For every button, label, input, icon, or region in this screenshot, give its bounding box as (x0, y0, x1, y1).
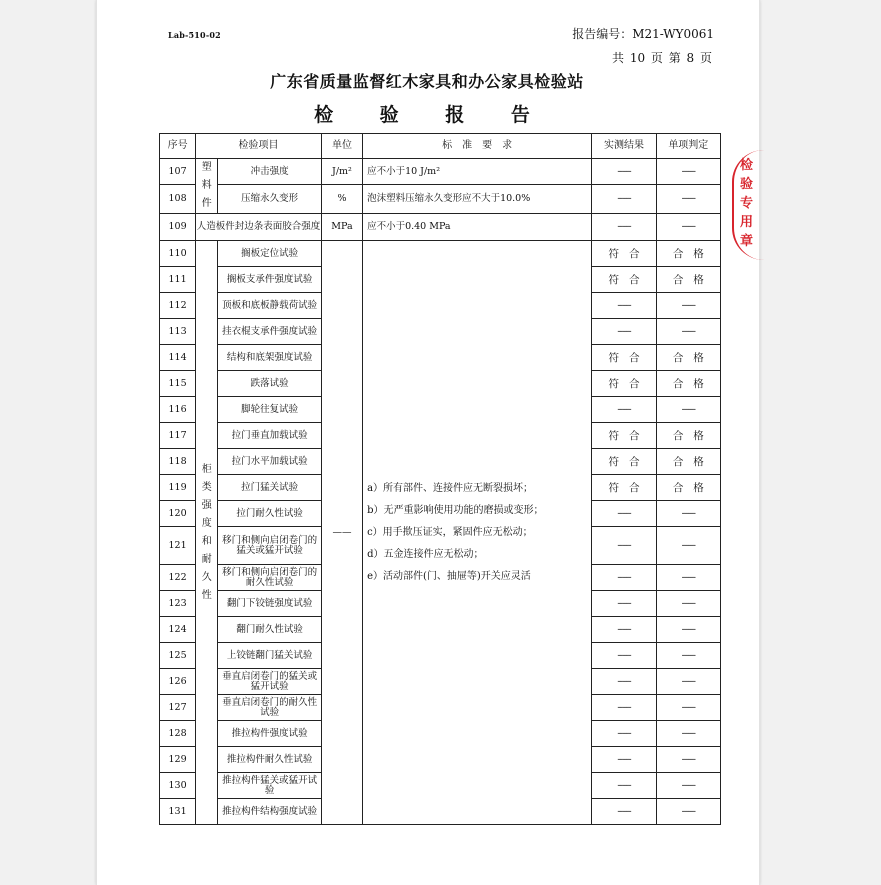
item-judgement: ------ (656, 721, 720, 747)
test-item: 上铰链翻门猛关试验 (218, 643, 322, 669)
measured-result: ------ (592, 721, 656, 747)
standard-requirement: 应不小于10 J/m² (363, 159, 592, 185)
row-number: 109 (160, 214, 196, 241)
row-number: 127 (160, 695, 196, 721)
test-item: 跌落试验 (218, 371, 322, 397)
header-no: 序号 (160, 134, 196, 159)
page-content (96, 0, 758, 885)
measured-result: ------ (592, 185, 656, 214)
item-judgement: ------ (656, 527, 720, 565)
report-number: 报告编号：M21-WY0061 (572, 27, 714, 41)
test-item: 推拉构件强度试验 (218, 721, 322, 747)
test-item: 挂衣棍支承件强度试验 (218, 319, 322, 345)
measured-result: ------ (592, 397, 656, 423)
row-number: 111 (160, 267, 196, 293)
row-number: 107 (160, 159, 196, 185)
header-result: 实测结果 (592, 134, 656, 159)
lab-code: Lab-510-02 (168, 30, 221, 40)
measured-result: ------ (592, 293, 656, 319)
row-number: 112 (160, 293, 196, 319)
row-number: 116 (160, 397, 196, 423)
measured-result: ------ (592, 695, 656, 721)
row-number: 120 (160, 501, 196, 527)
red-seal-stamp (738, 150, 756, 260)
measured-result: ------ (592, 773, 656, 799)
measured-result: 符合 (592, 449, 656, 475)
item-judgement: ------ (656, 643, 720, 669)
stamp-char: 验 (740, 177, 754, 192)
requirements-list (363, 241, 592, 825)
organization-title: 广东省质量监督红木家具和办公家具检验站 (270, 72, 584, 91)
item-judgement: 合格 (656, 371, 720, 397)
measured-result: ------ (592, 591, 656, 617)
item-judgement: 合格 (656, 423, 720, 449)
unit: % (321, 185, 362, 214)
table-row (160, 185, 721, 214)
row-number: 124 (160, 617, 196, 643)
measured-result: ------ (592, 799, 656, 825)
requirement-item: b）无严重影响使用功能的磨损或变形； (367, 504, 544, 516)
item-judgement: 合格 (656, 449, 720, 475)
stamp-char: 章 (740, 234, 754, 249)
item-judgement: ------ (656, 397, 720, 423)
test-item: 移门和侧向启闭卷门的耐久性试验 (218, 565, 322, 591)
measured-result: ------ (592, 214, 656, 241)
test-item: 拉门耐久性试验 (218, 501, 322, 527)
test-item: 推拉构件结构强度试验 (218, 799, 322, 825)
row-number: 129 (160, 747, 196, 773)
row-number: 117 (160, 423, 196, 449)
measured-result: 符合 (592, 267, 656, 293)
measured-result: ------ (592, 643, 656, 669)
item-judgement: ------ (656, 669, 720, 695)
measured-result: 符合 (592, 241, 656, 267)
table-row (160, 241, 721, 267)
requirement-item: d）五金连接件应无松动； (367, 548, 484, 560)
table-row (160, 214, 721, 241)
header-unit: 单位 (321, 134, 362, 159)
row-number: 125 (160, 643, 196, 669)
test-item: 推拉构件猛关或猛开试验 (218, 773, 322, 799)
item-judgement: 合格 (656, 241, 720, 267)
row-number: 110 (160, 241, 196, 267)
item-judgement: ------ (656, 695, 720, 721)
test-item: 垂直启闭卷门的猛关或猛开试验 (218, 669, 322, 695)
stamp-char: 专 (740, 196, 754, 211)
row-number: 108 (160, 185, 196, 214)
item-judgement: ------ (656, 293, 720, 319)
measured-result: ------ (592, 617, 656, 643)
test-item: 人造板件封边条表面胶合强度 (196, 214, 322, 241)
measured-result: 符合 (592, 423, 656, 449)
group-label-plastic: 塑 料 件 (196, 159, 218, 214)
group-label-cabinet: 柜 类 强 度 和 耐 久 性 (196, 241, 218, 825)
inspection-table (159, 133, 721, 825)
item-judgement: 合格 (656, 475, 720, 501)
measured-result: ------ (592, 527, 656, 565)
test-item: 冲击强度 (218, 159, 322, 185)
measured-result: ------ (592, 669, 656, 695)
standard-requirement: 泡沫塑料压缩永久变形应不大于10.0% (363, 185, 592, 214)
measured-result: ------ (592, 159, 656, 185)
test-item: 垂直启闭卷门的耐久性试验 (218, 695, 322, 721)
viewer-background (770, 0, 881, 885)
test-item: 翻门耐久性试验 (218, 617, 322, 643)
row-number: 126 (160, 669, 196, 695)
item-judgement: ------ (656, 501, 720, 527)
row-number: 114 (160, 345, 196, 371)
requirement-item: e）活动部件(门、抽屉等)开关应灵活 (367, 570, 531, 582)
test-item: 移门和侧向启闭卷门的猛关或猛开试验 (218, 527, 322, 565)
unit: J/m² (321, 159, 362, 185)
row-number: 122 (160, 565, 196, 591)
test-item: 拉门垂直加载试验 (218, 423, 322, 449)
test-item: 推拉构件耐久性试验 (218, 747, 322, 773)
row-number: 119 (160, 475, 196, 501)
test-item: 搁板支承件强度试验 (218, 267, 322, 293)
row-number: 128 (160, 721, 196, 747)
test-item: 顶板和底板静载荷试验 (218, 293, 322, 319)
row-number: 130 (160, 773, 196, 799)
measured-result: 符合 (592, 475, 656, 501)
item-judgement: ------ (656, 565, 720, 591)
measured-result: ------ (592, 501, 656, 527)
unit: MPa (321, 214, 362, 241)
test-item: 翻门下铰链强度试验 (218, 591, 322, 617)
table-header-row (160, 134, 721, 159)
report-title: 检 验 报 告 (314, 104, 550, 126)
measured-result: 符合 (592, 371, 656, 397)
row-number: 113 (160, 319, 196, 345)
header-standard: 标 准 要 求 (363, 134, 592, 159)
test-item: 脚轮往复试验 (218, 397, 322, 423)
item-judgement: 合格 (656, 345, 720, 371)
header-judgement: 单项判定 (656, 134, 720, 159)
unit-dash: —— (321, 241, 362, 825)
item-judgement: ------ (656, 799, 720, 825)
table-row (160, 159, 721, 185)
standard-requirement: 应不小于0.40 MPa (363, 214, 592, 241)
item-judgement: ------ (656, 591, 720, 617)
test-item: 压缩永久变形 (218, 185, 322, 214)
item-judgement: ------ (656, 617, 720, 643)
measured-result: 符合 (592, 345, 656, 371)
measured-result: ------ (592, 747, 656, 773)
item-judgement: ------ (656, 319, 720, 345)
measured-result: ------ (592, 565, 656, 591)
requirement-item: a）所有部件、连接件应无断裂损坏； (367, 482, 534, 494)
requirement-item: c）用手揿压证实，紧固件应无松动； (367, 526, 533, 538)
test-item: 拉门猛关试验 (218, 475, 322, 501)
item-judgement: ------ (656, 214, 720, 241)
measured-result: ------ (592, 319, 656, 345)
stamp-char: 用 (740, 215, 754, 230)
test-item: 拉门水平加载试验 (218, 449, 322, 475)
item-judgement: ------ (656, 747, 720, 773)
row-number: 121 (160, 527, 196, 565)
item-judgement: ------ (656, 185, 720, 214)
row-number: 123 (160, 591, 196, 617)
row-number: 131 (160, 799, 196, 825)
test-item: 结构和底架强度试验 (218, 345, 322, 371)
item-judgement: ------ (656, 159, 720, 185)
stamp-char: 检 (740, 158, 754, 173)
page-count: 共 10 页 第 8 页 (612, 51, 712, 65)
row-number: 115 (160, 371, 196, 397)
test-item: 搁板定位试验 (218, 241, 322, 267)
item-judgement: ------ (656, 773, 720, 799)
row-number: 118 (160, 449, 196, 475)
item-judgement: 合格 (656, 267, 720, 293)
header-item: 检验项目 (196, 134, 322, 159)
